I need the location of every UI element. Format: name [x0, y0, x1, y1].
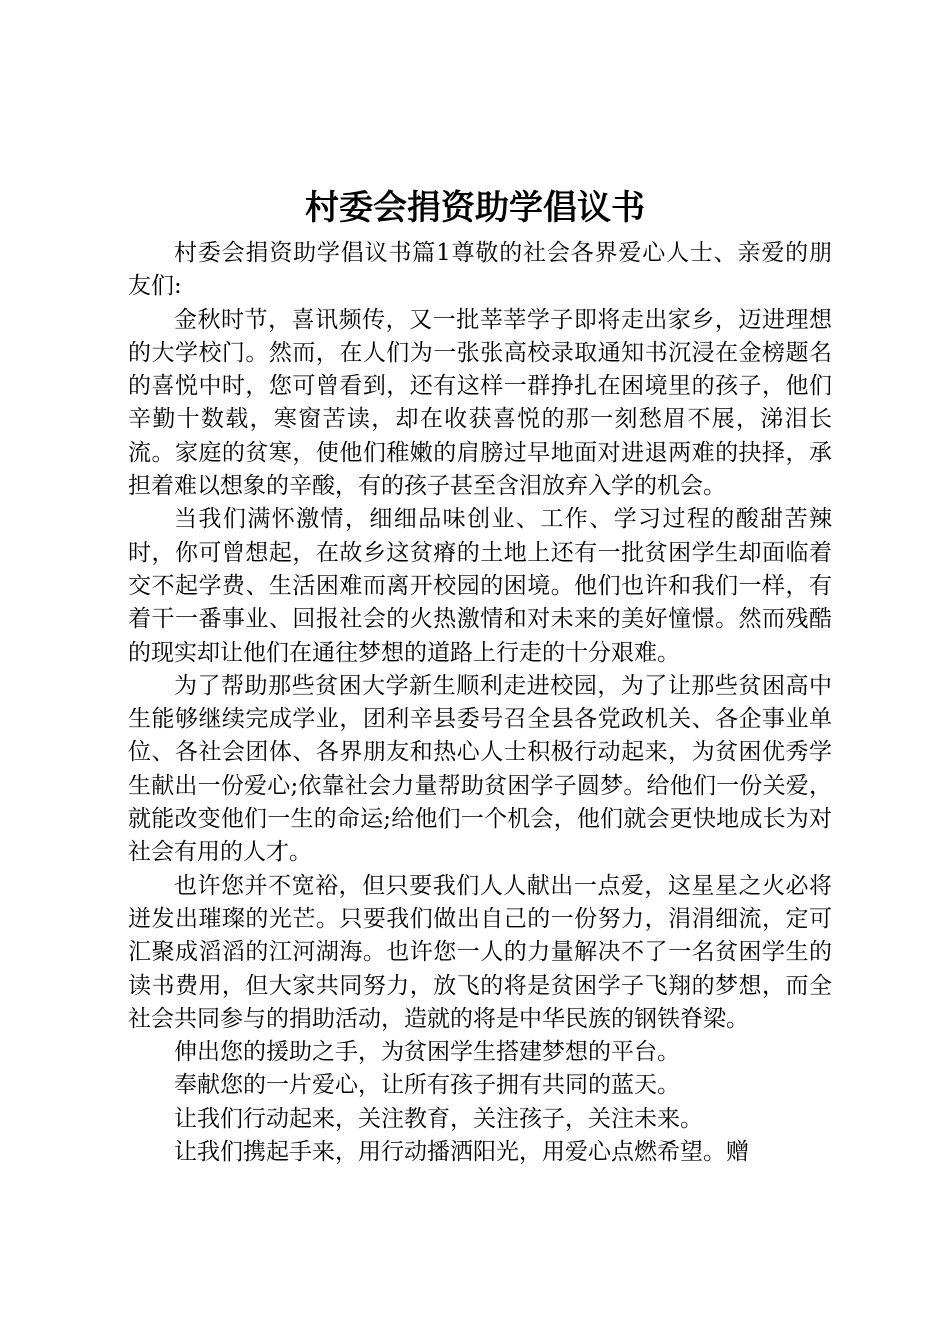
paragraph-slogan-2: 奉献您的一片爱心，让所有孩子拥有共同的蓝天。: [174, 1072, 680, 1099]
document-body: [128, 237, 832, 1169]
paragraph-slogan-4: 让我们携起手来，用行动播洒阳光，用爱心点燃希望。赠: [174, 1139, 749, 1166]
paragraph-reflection: 当我们满怀激情，细细品味创业、工作、学习过程的酸甜苦辣时，你可曾想起，在故乡这贫瘠的土地上还有一批贫困学生却面临着交不起学费、生活困难而离开校园的困境。他们也许和我们一样，有着干一番事业、回报社会的火热激情和对未来的美好憧憬。然而残酷的现实却让他们在通往梦想的道路上行走的十分艰难。: [128, 506, 832, 666]
paragraph-call-to-action: 为了帮助那些贫困大学新生顺利走进校园，为了让那些贫困高中生能够继续完成学业，团利辛县委号召全县各党政机关、各企事业单位、各社会团体、各界朋友和热心人士积极行动起来，为贫困优秀学生献出一份爱心;依靠社会力量帮助贫困学子圆梦。给他们一份关爱，就能改变他们一生的命运;给他们一个机会，他们就会更快地成长为对社会有用的人才。: [128, 672, 832, 866]
document-title: 村委会捐资助学倡议书: [305, 188, 645, 228]
paragraph-intro: 村委会捐资助学倡议书篇1尊敬的社会各界爱心人士、亲爱的朋友们:: [128, 240, 832, 300]
paragraph-autumn: 金秋时节，喜讯频传，又一批莘莘学子即将走出家乡，迈进理想的大学校门。然而，在人们为一张张高校录取通知书沉浸在金榜题名的喜悦中时，您可曾看到，还有这样一群挣扎在困境里的孩子，他们辛勤十数载，寒窗苦读，却在收获喜悦的那一刻愁眉不展，涕泪长流。家庭的贫寒，使他们稚嫩的肩膀过早地面对进退两难的抉择，承担着难以想象的辛酸，有的孩子甚至含泪放弃入学的机会。: [128, 306, 832, 500]
paragraph-encouragement: 也许您并不宽裕，但只要我们人人献出一点爱，这星星之火必将迸发出璀璨的光芒。只要我们做出自己的一份努力，涓涓细流，定可汇聚成滔滔的江河湖海。也许您一人的力量解决不了一名贫困学生的读书费用，但大家共同努力，放飞的将是贫困学子飞翔的梦想，而全社会共同参与的捐助活动，造就的将是中华民族的钢铁脊梁。: [128, 872, 832, 1032]
paragraph-slogan-1: 伸出您的援助之手，为贫困学生搭建梦想的平台。: [174, 1039, 680, 1066]
paragraph-slogan-3: 让我们行动起来，关注教育，关注孩子，关注未来。: [174, 1105, 703, 1132]
